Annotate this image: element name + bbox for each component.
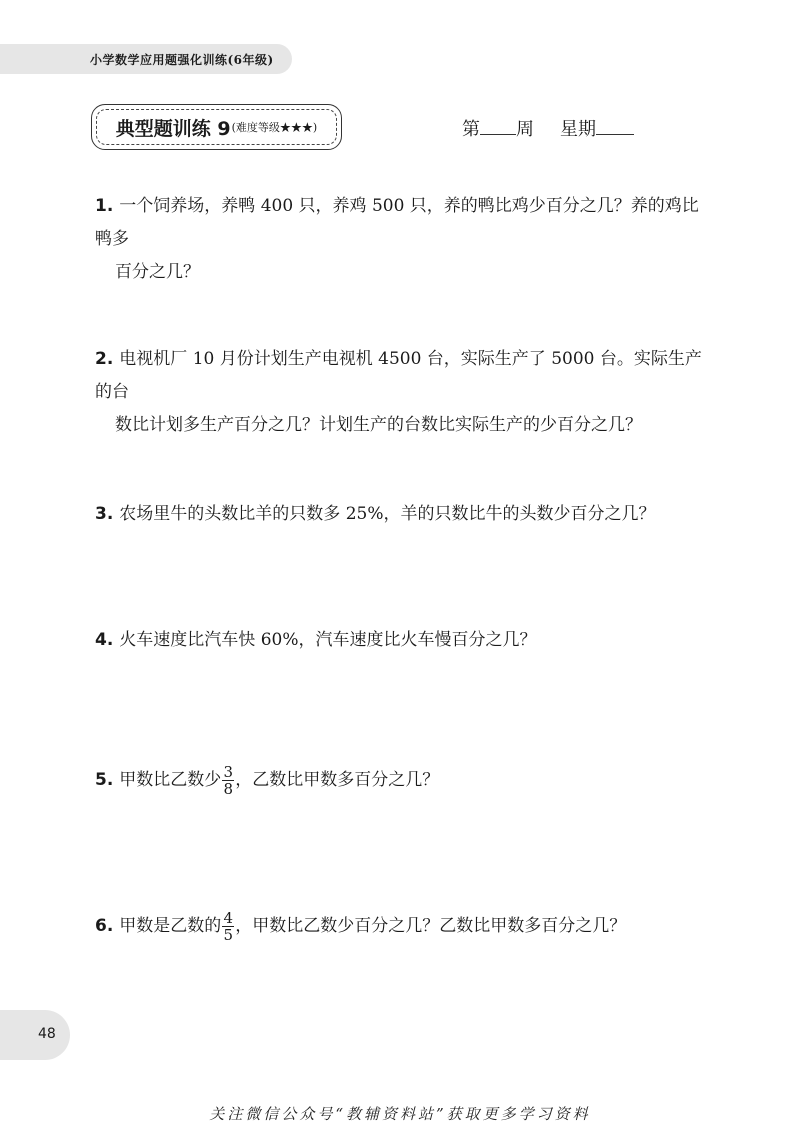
question-number: 6. <box>95 916 114 936</box>
section-title: 典型题训练 9 <box>115 117 231 140</box>
week-suffix: 周 <box>516 119 534 140</box>
book-title: 小学数学应用题强化训练(6年级) <box>90 53 274 67</box>
question-number: 5. <box>95 770 114 790</box>
question-5 <box>95 764 715 797</box>
section-title-inner <box>96 109 337 145</box>
question-text-cont: 百分之几？ <box>115 262 200 282</box>
fraction <box>222 910 234 943</box>
fraction-numerator: 3 <box>223 763 234 781</box>
footer-note: 关注微信公众号“教辅资料站”获取更多学习资料 <box>209 1105 591 1123</box>
question-6 <box>95 910 715 943</box>
section-title-box <box>91 104 342 150</box>
fraction-denominator: 5 <box>223 926 234 944</box>
question-number: 1. <box>95 196 114 216</box>
question-text-after: ，甲数比乙数少百分之几？乙数比甲数多百分之几？ <box>235 916 627 936</box>
question-2 <box>95 343 715 442</box>
fraction-numerator: 4 <box>223 909 234 927</box>
question-text: 农场里牛的头数比羊的只数多 25%，羊的只数比牛的头数少百分之几？ <box>119 504 656 524</box>
fraction-denominator: 8 <box>223 780 234 798</box>
question-text: 火车速度比汽车快 60%，汽车速度比火车慢百分之几？ <box>119 630 537 650</box>
question-text-cont: 数比计划多生产百分之几？计划生产的台数比实际生产的少百分之几？ <box>115 415 642 435</box>
question-text-after: ，乙数比甲数多百分之几？ <box>235 770 440 790</box>
page-number: 48 <box>38 1026 56 1042</box>
question-number: 2. <box>95 349 114 369</box>
question-text: 电视机厂 10 月份计划生产电视机 4500 台，实际生产了 5000 台。实际生产的台 <box>95 349 702 402</box>
question-number: 3. <box>95 504 114 524</box>
week-prefix: 第 <box>462 119 480 140</box>
question-4 <box>95 624 715 657</box>
weekday-label: 星期 <box>560 119 596 140</box>
question-text: 甲数比乙数少 <box>119 770 222 790</box>
fraction <box>222 764 234 797</box>
question-1 <box>95 190 715 289</box>
question-number: 4. <box>95 630 114 650</box>
question-text: 一个饲养场，养鸭 400 只，养鸡 500 只，养的鸭比鸡少百分之几？养的鸡比鸭多 <box>95 196 699 249</box>
week-date-line <box>462 115 634 141</box>
question-text: 甲数是乙数的 <box>119 916 222 936</box>
difficulty-label: (难度等级★★★) <box>231 121 318 134</box>
question-3 <box>95 498 715 531</box>
page-number-tab <box>0 1010 70 1060</box>
weekday-blank[interactable] <box>596 116 634 135</box>
week-blank[interactable] <box>480 116 516 135</box>
